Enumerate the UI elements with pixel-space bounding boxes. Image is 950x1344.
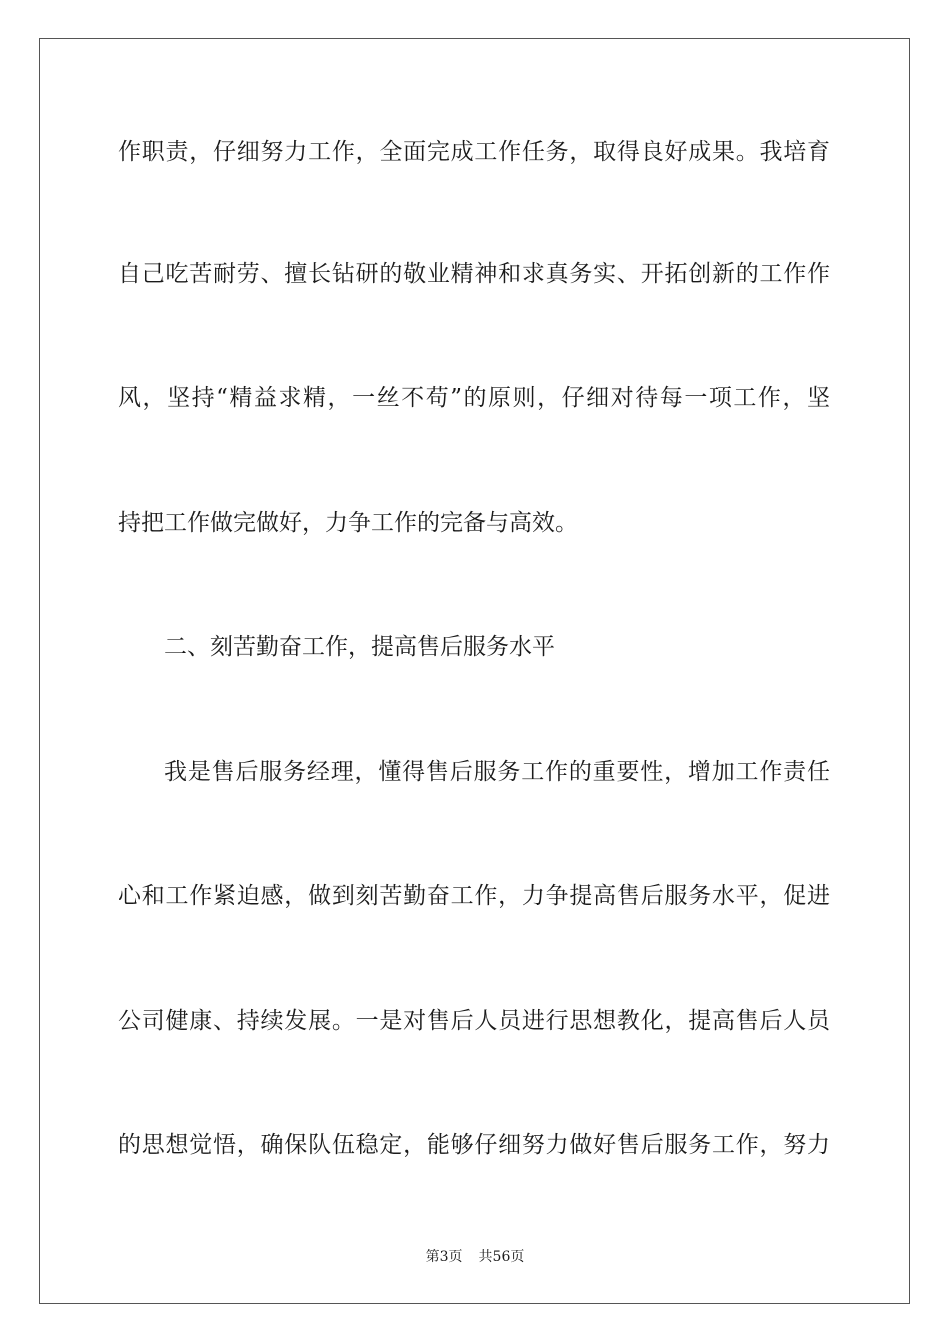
total-pages: 共56页 [478,1249,525,1265]
body-line-4: 持把工作做完做好，力争工作的完备与高效。 [118,510,578,536]
body-line-6: 我是售后服务经理，懂得售后服务工作的重要性，增加工作责任 [164,759,830,785]
body-line-8: 公司健康、持续发展。一是对售后人员进行思想教化，提高售后人员 [118,1008,830,1034]
body-line-7: 心和工作紧迫感，做到刻苦勤奋工作，力争提高售后服务水平，促进 [118,883,830,909]
page-footer [0,1247,950,1267]
section-heading: 二、刻苦勤奋工作，提高售后服务水平 [164,634,555,660]
body-line-1: 作职责，仔细努力工作，全面完成工作任务，取得良好成果。我培育 [118,139,830,165]
body-line-3: 风，坚持“精益求精，一丝不苟”的原则，仔细对待每一项工作，坚 [118,385,830,411]
body-line-2: 自己吃苦耐劳、擅长钻研的敬业精神和求真务实、开拓创新的工作作 [118,261,830,287]
current-page-number: 第3页 [425,1249,463,1265]
body-line-9: 的思想觉悟，确保队伍稳定，能够仔细努力做好售后服务工作，努力 [118,1132,830,1158]
page-border [39,38,910,1304]
